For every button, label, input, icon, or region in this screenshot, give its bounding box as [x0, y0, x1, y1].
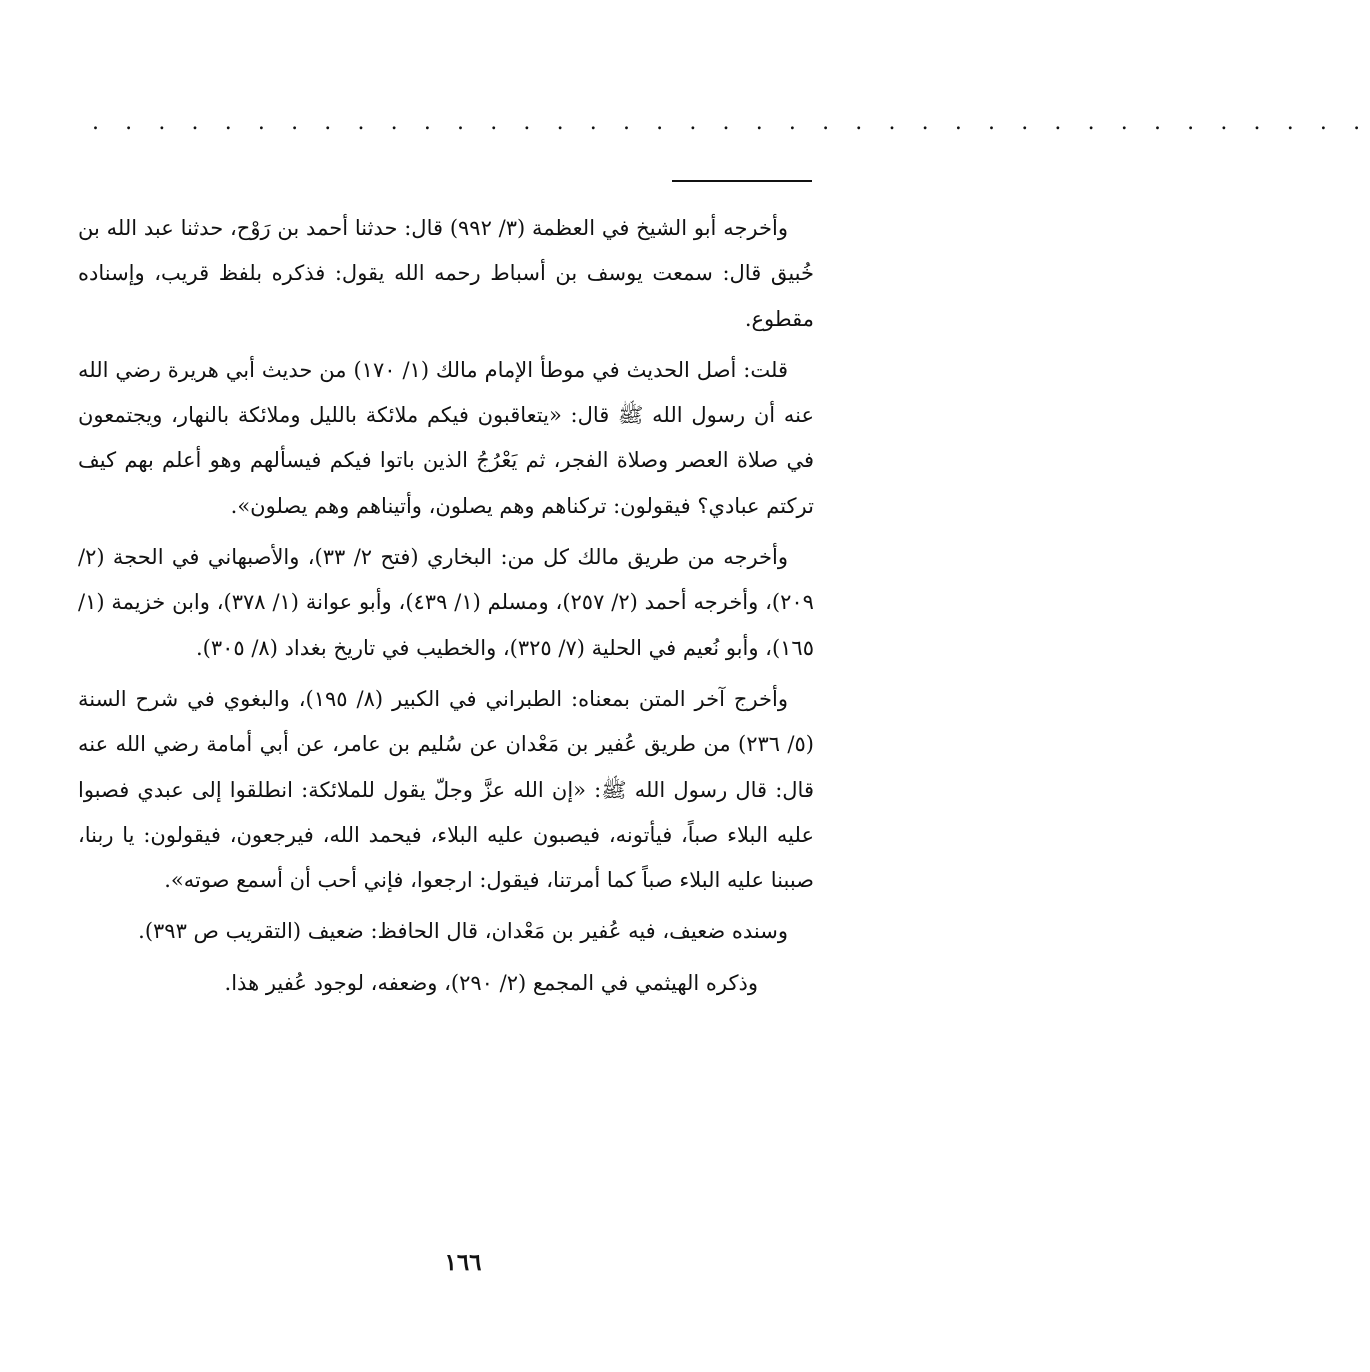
footnote-paragraph: وأخرجه من طريق مالك كل من: البخاري (فتح ٢/ ٣٣)، والأصبهاني في الحجة (٢/ ٢٠٩)، وأخرجه أحمد (٢/ ٢٥٧)، ومسلم (١/ ٤٣٩)، وأبو عوانة (١/ ٣٧٨)، وابن خزيمة (١/ ١٦٥)، وأبو نُعيم في الحلية (٧/ ٣٢٥)، والخطيب في تاريخ بغداد (٨/ ٣٠٥). [78, 545, 814, 660]
page-number: ١٦٦ [444, 1249, 482, 1276]
footnotes-section [78, 206, 814, 1012]
footnote-paragraph: وسنده ضعيف، فيه عُفير بن مَعْدان، قال الحافظ: ضعيف (التقريب ص ٣٩٣). [138, 919, 788, 944]
footnote-paragraph: وأخرج آخر المتن بمعناه: الطبراني في الكبير (٨/ ١٩٥)، والبغوي في شرح السنة (٥/ ٢٣٦) من طريق عُفير بن مَعْدان عن سُليم بن عامر، عن أبي أمامة رضي الله عنه قال: قال رسول الله ﷺ: «إن الله عزَّ وجلّ يقول للملائكة: انطلقوا إلى عبدي فصبوا عليه البلاء صباً، فيأتونه، فيصبون عليه البلاء، فيحمد الله، فيرجعون، فيقولون: يا ربنا، صببنا عليه البلاء صباً كما أمرتنا، فيقول: ارجعوا، فإني أحب أن أسمع صوته». [78, 686, 814, 893]
footnote-paragraph: قلت: أصل الحديث في موطأ الإمام مالك (١/ ١٧٠) من حديث أبي هريرة رضي الله عنه أن رسول الله ﷺ قال: «يتعاقبون فيكم ملائكة بالليل وملائكة بالنهار، ويجتمعون في صلاة العصر وصلاة الفجر، ثم يَعْرُجُ الذين باتوا فيكم فيسألهم وهو أعلم بهم كيف تركتم عبادي؟ فيقولون: تركناهم وهم يصلون، وأتيناهم وهم يصلون». [78, 357, 814, 518]
separator-dots: . . . . . . . . . . . . . . . . . . . . . . . . . . . . . . . . . . . . . . . [92, 110, 1370, 135]
footnote-paragraph: وأخرجه أبو الشيخ في العظمة (٣/ ٩٩٢) قال: حدثنا أحمد بن رَوْح، حدثنا عبد الله بن خُبيق قال: سمعت يوسف بن أسباط رحمه الله يقول: فذكره بلفظ قريب، وإسناده مقطوع. [78, 216, 814, 331]
footnote-paragraph: وذكره الهيثمي في المجمع (٢/ ٢٩٠)، وضعفه، لوجود عُفير هذا. [224, 970, 758, 995]
footnote-rule [672, 180, 812, 182]
